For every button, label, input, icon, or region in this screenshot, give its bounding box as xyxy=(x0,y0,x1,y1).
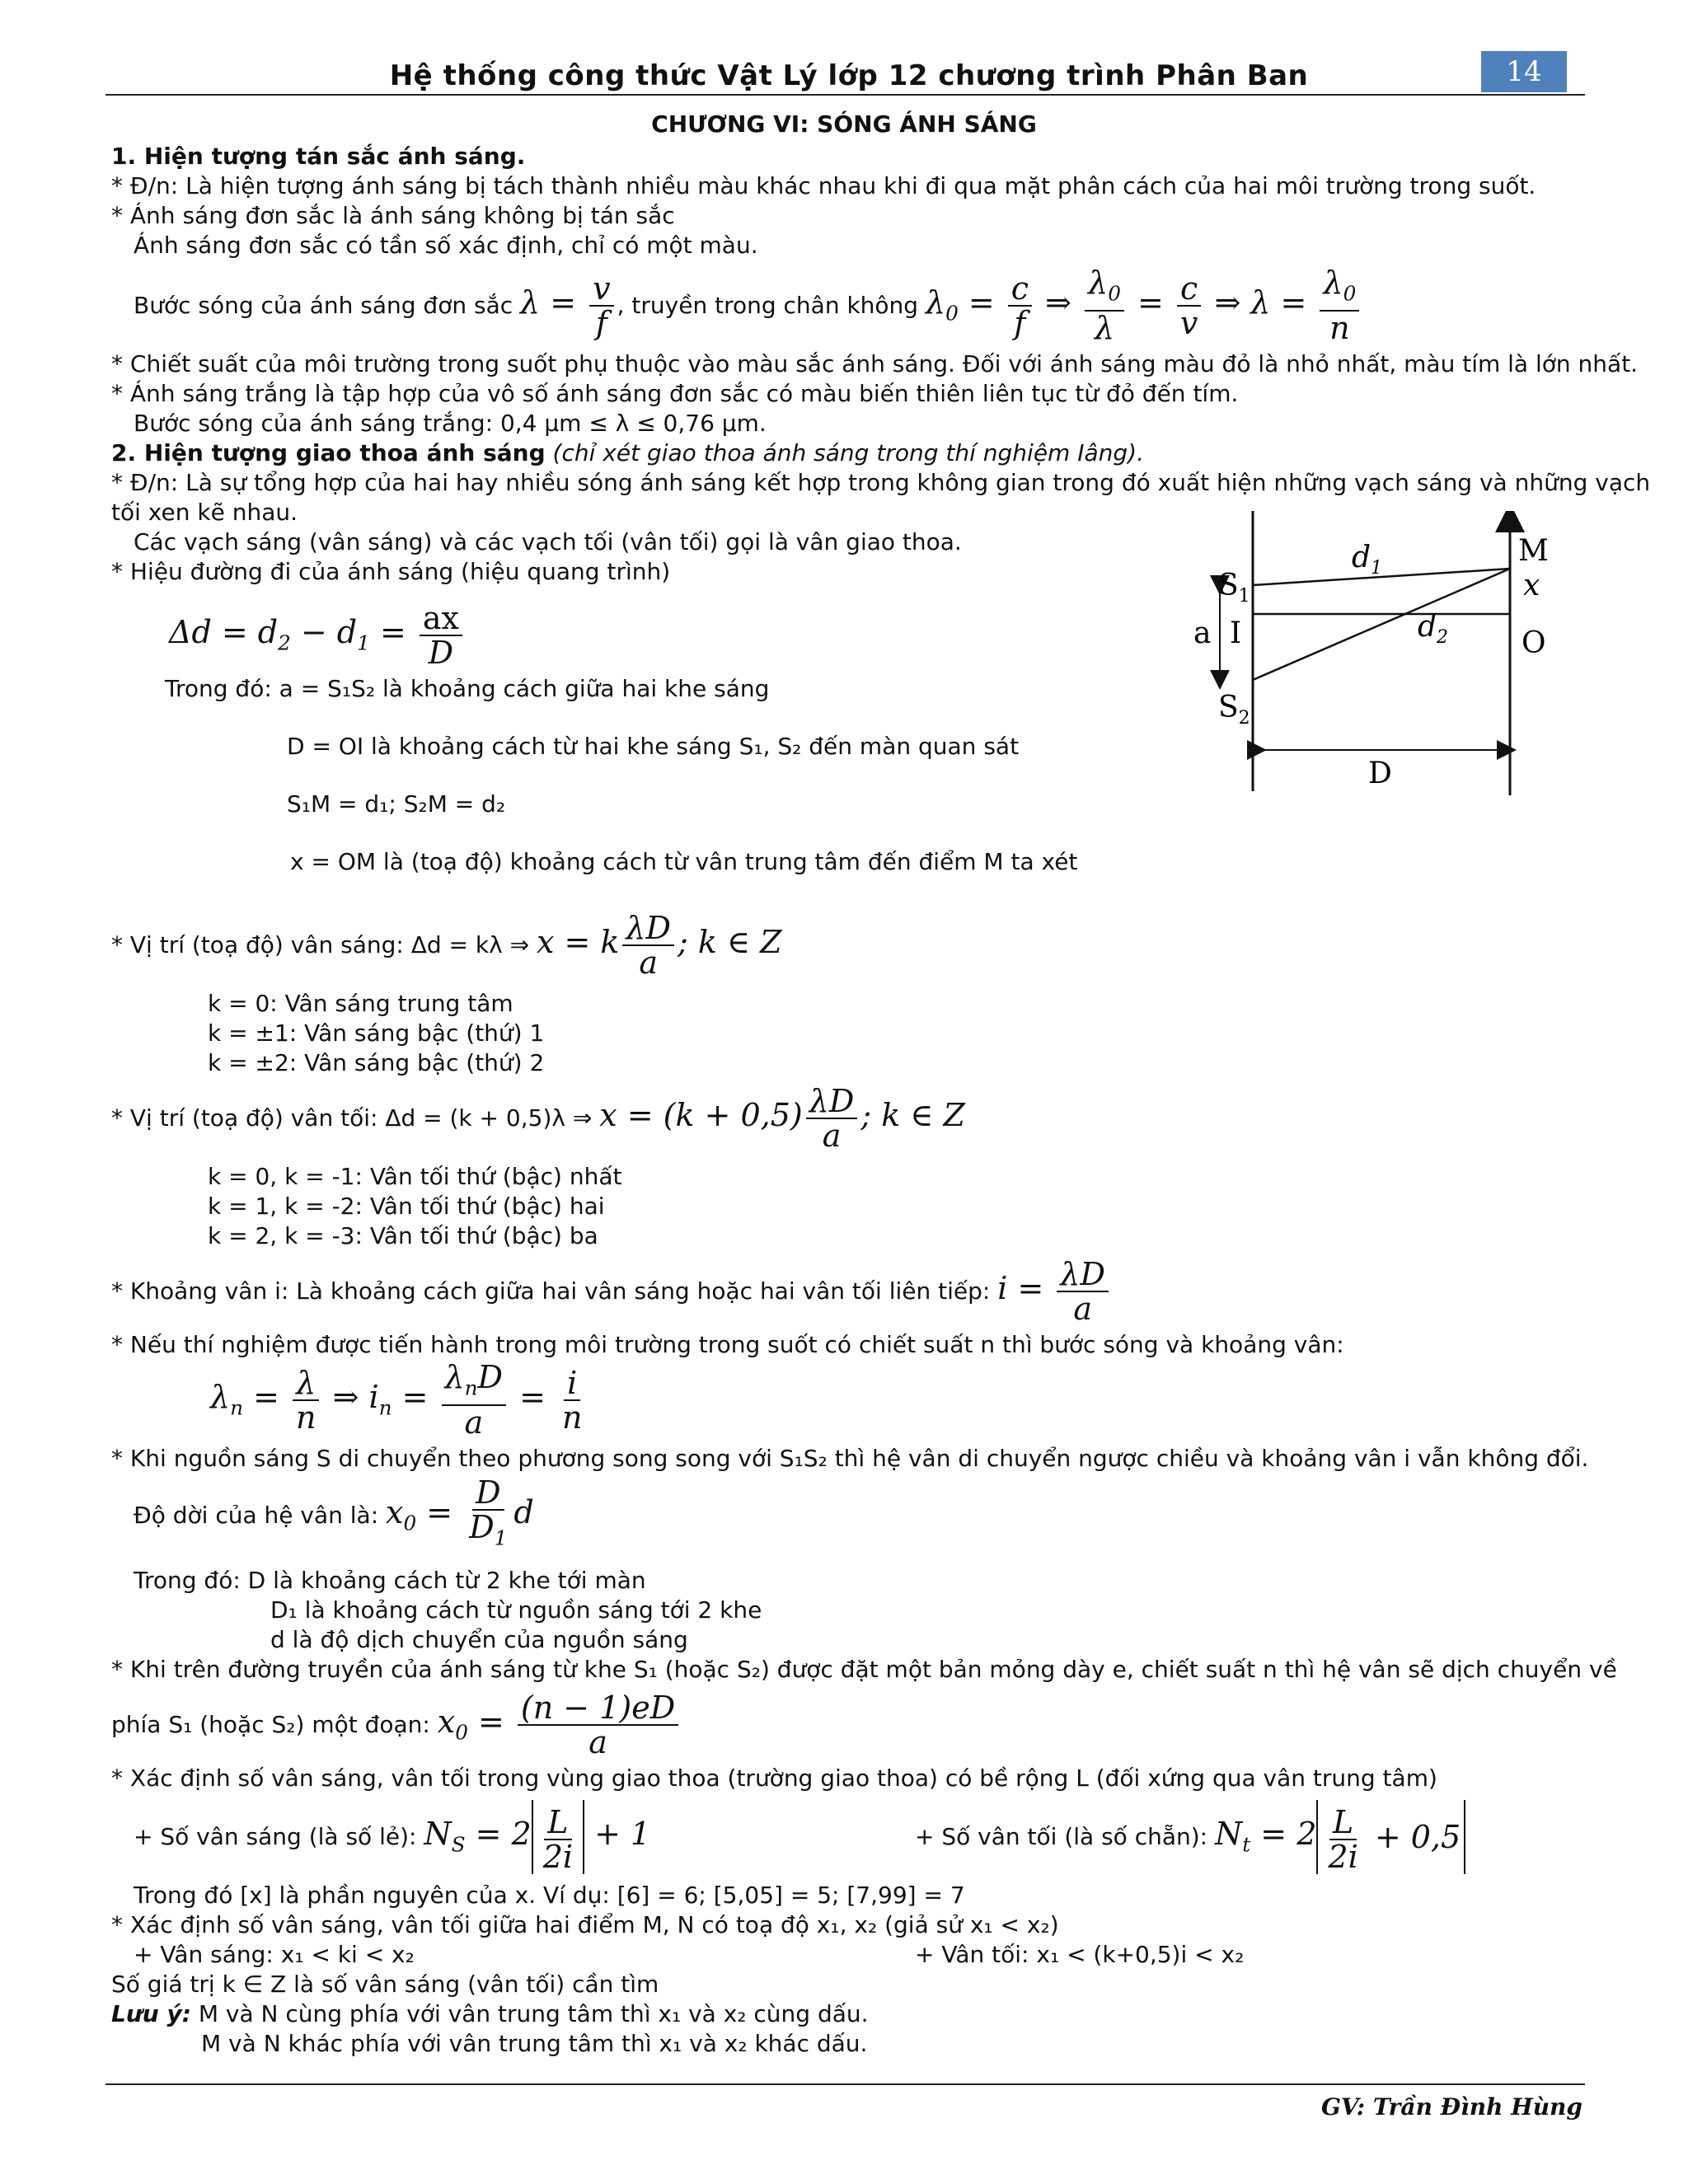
source-move-line: * Khi nguồn sáng S di chuyển theo phương song song với S₁S₂ thì hệ vân di chuyển ngược chiều và khoảng vân i vẫn không đổi. xyxy=(111,1445,1589,1472)
ray-d2 xyxy=(1253,569,1510,680)
count-bright-label: + Số vân sáng (là số lẻ): xyxy=(134,1823,417,1850)
shift-label: Độ dời của hệ vân là: xyxy=(134,1502,379,1529)
section-2-note: (chỉ xét giao thoa ánh sáng trong thí nghiệm Iâng). xyxy=(552,439,1144,466)
formula-lambda0-relations: $\lambda_0$ = $\frac{c}{f}$ ⇒ $\frac{\lambda_0}{\lambda}$ = $\frac{c}{v}$ ⇒ λ = $\frac{\lambda_0}{n}$ xyxy=(926,284,1362,321)
footer-author: GV: Trần Đình Hùng xyxy=(1320,2093,1582,2121)
integer-part-note: Trong đó [x] là phần nguyên của x. Ví dụ: [6] = 6; [5,05] = 5; [7,99] = 7 xyxy=(134,1882,965,1909)
count-dark-line xyxy=(915,1797,1465,1882)
note-line2: M và N khác phía với vân trung tâm thì x₁ và x₂ khác dấu. xyxy=(201,2030,868,2057)
wavelength-label: Bước sóng của ánh sáng đơn sắc xyxy=(134,292,513,319)
formula-count-dark: $N_t = 2$ $\frac{L}{2i}$ + 0,5 xyxy=(1215,1816,1465,1852)
formula-shift: $x_0$ = $\frac{D}{D_1}$ d xyxy=(386,1474,534,1550)
section-2-heading-line xyxy=(111,438,1144,468)
formula-path-difference: $\Delta d = d_2 - d_1$ = $\frac{ax}{D}$ xyxy=(169,595,466,681)
count-dark-label: + Số vân tối (là số chẵn): xyxy=(915,1823,1208,1850)
count-k-line: Số giá trị k ∈ Z là số vân sáng (vân tối) cần tìm xyxy=(111,1971,659,1998)
count-intro: * Xác định số vân sáng, vân tối trong vùng giao thoa (trường giao thoa) có bề rộng L (đối xứng qua vân trung tâm) xyxy=(111,1765,1437,1792)
dark-position-label: * Vị trí (toạ độ) vân tối: Δd = (k + 0,5)λ ⇒ xyxy=(111,1104,593,1132)
between-dark: + Vân tối: x₁ < (k+0,5)i < x₂ xyxy=(915,1941,1245,1968)
footer-rule xyxy=(106,2083,1585,2085)
label-a: a xyxy=(1193,616,1212,650)
dark-k0: k = 0, k = -1: Vân tối thứ (bậc) nhất xyxy=(208,1163,622,1190)
formula-medium: $\lambda_n$ = $\frac{\lambda}{n}$ ⇒ $i_n$ = $\frac{\lambda_nD}{a}$ = $\frac{i}{n}$ xyxy=(210,1358,583,1441)
wavelength-vacuum-label: , truyền trong chân không xyxy=(617,292,919,319)
note-text1: M và N cùng phía với vân trung tâm thì x₁ và x₂ cùng dấu. xyxy=(198,2000,869,2027)
dark-position-line xyxy=(111,1078,965,1155)
note-label: Lưu ý: xyxy=(111,2000,191,2027)
where-x: x = OM là (toạ độ) khoảng cách từ vân trung tâm đến điểm M ta xét xyxy=(290,848,1078,875)
label-M: M xyxy=(1518,534,1549,568)
where-d: S₁M = d₁; S₂M = d₂ xyxy=(287,790,506,818)
formula-count-bright: $N_S = 2$ $\frac{L}{2i}$ + 1 xyxy=(424,1816,650,1852)
fringe-width-label: * Khoảng vân i: Là khoảng cách giữa hai vân sáng hoặc hai vân tối liên tiếp: xyxy=(111,1277,991,1305)
label-d2: $d_2$ xyxy=(1418,610,1449,648)
fringe-width-line xyxy=(111,1251,1112,1329)
wavelength-formula-line xyxy=(134,265,1362,351)
header-title: Hệ thống công thức Vật Lý lớp 12 chương trình Phân Ban xyxy=(389,59,1309,92)
shift-line xyxy=(134,1475,534,1561)
between-line: * Xác định số vân sáng, vân tối giữa hai điểm M, N có toạ độ x₁, x₂ (giả sử x₁ < x₂) xyxy=(111,1911,1059,1938)
note-line1 xyxy=(111,1999,869,2029)
s1-white-light: * Ánh sáng trắng là tập hợp của vô số ánh sáng đơn sắc có màu biến thiên liên tục từ đỏ đến tím. xyxy=(111,380,1239,407)
s2-fringes: Các vạch sáng (vân sáng) và các vạch tối (vân tối) gọi là vân giao thoa. xyxy=(134,528,962,555)
between-bright: + Vân sáng: x₁ < ki < x₂ xyxy=(134,1941,415,1968)
plate-line1: * Khi trên đường truyền của ánh sáng từ khe S₁ (hoặc S₂) được đặt một bản mỏng dày e, chiết suất n thì hệ vân sẽ dịch chuyển về xyxy=(111,1656,1617,1683)
young-experiment-diagram xyxy=(1187,511,1582,799)
label-I: I xyxy=(1230,616,1242,650)
bright-k1: k = ±1: Vân sáng bậc (thứ) 1 xyxy=(208,1019,545,1047)
section-1-heading: 1. Hiện tượng tán sắc ánh sáng. xyxy=(111,143,526,170)
shift-where-D: Trong đó: D là khoảng cách từ 2 khe tới màn xyxy=(134,1567,646,1594)
page-number-badge: 14 xyxy=(1481,51,1567,92)
bright-position-label: * Vị trí (toạ độ) vân sáng: Δd = kλ ⇒ xyxy=(111,931,530,958)
s1-definition: * Đ/n: Là hiện tượng ánh sáng bị tách thành nhiều màu khác nhau khi đi qua mặt phân cách của hai môi trường trong suốt. xyxy=(111,172,1536,199)
header-rule xyxy=(106,94,1585,96)
formula-bright-position: x = k $\frac{\lambda D}{a}$ ; k ∈ Z xyxy=(536,909,782,981)
where-a: Trong đó: a = S₁S₂ là khoảng cách giữa hai khe sáng xyxy=(165,675,770,702)
dark-k1: k = 1, k = -2: Vân tối thứ (bậc) hai xyxy=(208,1193,605,1220)
count-bright-line xyxy=(134,1797,650,1882)
shift-where-d: d là độ dịch chuyển của nguồn sáng xyxy=(270,1626,688,1653)
where-D: D = OI là khoảng cách từ hai khe sáng S₁, S₂ đến màn quan sát xyxy=(287,733,1020,760)
label-x: x xyxy=(1523,569,1540,602)
bright-k0: k = 0: Vân sáng trung tâm xyxy=(208,990,513,1017)
bright-position-line xyxy=(111,905,782,982)
s2-path-diff: * Hiệu đường đi của ánh sáng (hiệu quang trình) xyxy=(111,558,671,585)
s1-mono-line1: * Ánh sáng đơn sắc là ánh sáng không bị tán sắc xyxy=(111,202,675,229)
chapter-title: CHƯƠNG VI: SÓNG ÁNH SÁNG xyxy=(651,110,1037,138)
s2-def-line1: * Đ/n: Là sự tổng hợp của hai hay nhiều sóng ánh sáng kết hợp trong không gian trong đó xuất hiện những vạch sáng và những vạch xyxy=(111,469,1651,496)
formula-lambda-v-f: λ = $\frac{v}{f}$ xyxy=(520,284,617,321)
shift-where-D1: D₁ là khoảng cách từ nguồn sáng tới 2 khe xyxy=(270,1596,762,1624)
formula-fringe-width: i = $\frac{\lambda D}{a}$ xyxy=(997,1270,1112,1306)
label-O: O xyxy=(1522,626,1546,660)
s1-white-range: Bước sóng của ánh sáng trắng: 0,4 μm ≤ λ ≤ 0,76 μm. xyxy=(134,410,767,437)
label-S2: $S_2$ xyxy=(1218,691,1250,729)
formula-dark-position: x = (k + 0,5) $\frac{\lambda D}{a}$ ; k ∈ Z xyxy=(599,1082,965,1154)
medium-line: * Nếu thí nghiệm được tiến hành trong môi trường trong suốt có chiết suất n thì bước sóng và khoảng vân: xyxy=(111,1331,1344,1358)
section-2-heading: 2. Hiện tượng giao thoa ánh sáng xyxy=(111,439,546,466)
formula-plate-shift: $x_0$ = $\frac{(n - 1)eD}{a}$ xyxy=(438,1704,682,1740)
label-d1: $d_1$ xyxy=(1352,541,1383,579)
bright-k2: k = ±2: Vân sáng bậc (thứ) 2 xyxy=(208,1049,545,1076)
plate-label: phía S₁ (hoặc S₂) một đoạn: xyxy=(111,1711,430,1738)
label-D: D xyxy=(1368,757,1392,790)
label-S1: $S_1$ xyxy=(1218,569,1250,607)
s1-mono-line2: Ánh sáng đơn sắc có tần số xác định, chỉ có một màu. xyxy=(134,232,758,259)
plate-line2 xyxy=(111,1685,682,1770)
dark-k2: k = 2, k = -3: Vân tối thứ (bậc) ba xyxy=(208,1222,598,1249)
s1-refractive-index: * Chiết suất của môi trường trong suốt phụ thuộc vào màu sắc ánh sáng. Đối với ánh sáng màu đỏ là nhỏ nhất, màu tím là lớn nhất. xyxy=(111,350,1639,377)
s2-def-line2: tối xen kẽ nhau. xyxy=(111,499,298,526)
